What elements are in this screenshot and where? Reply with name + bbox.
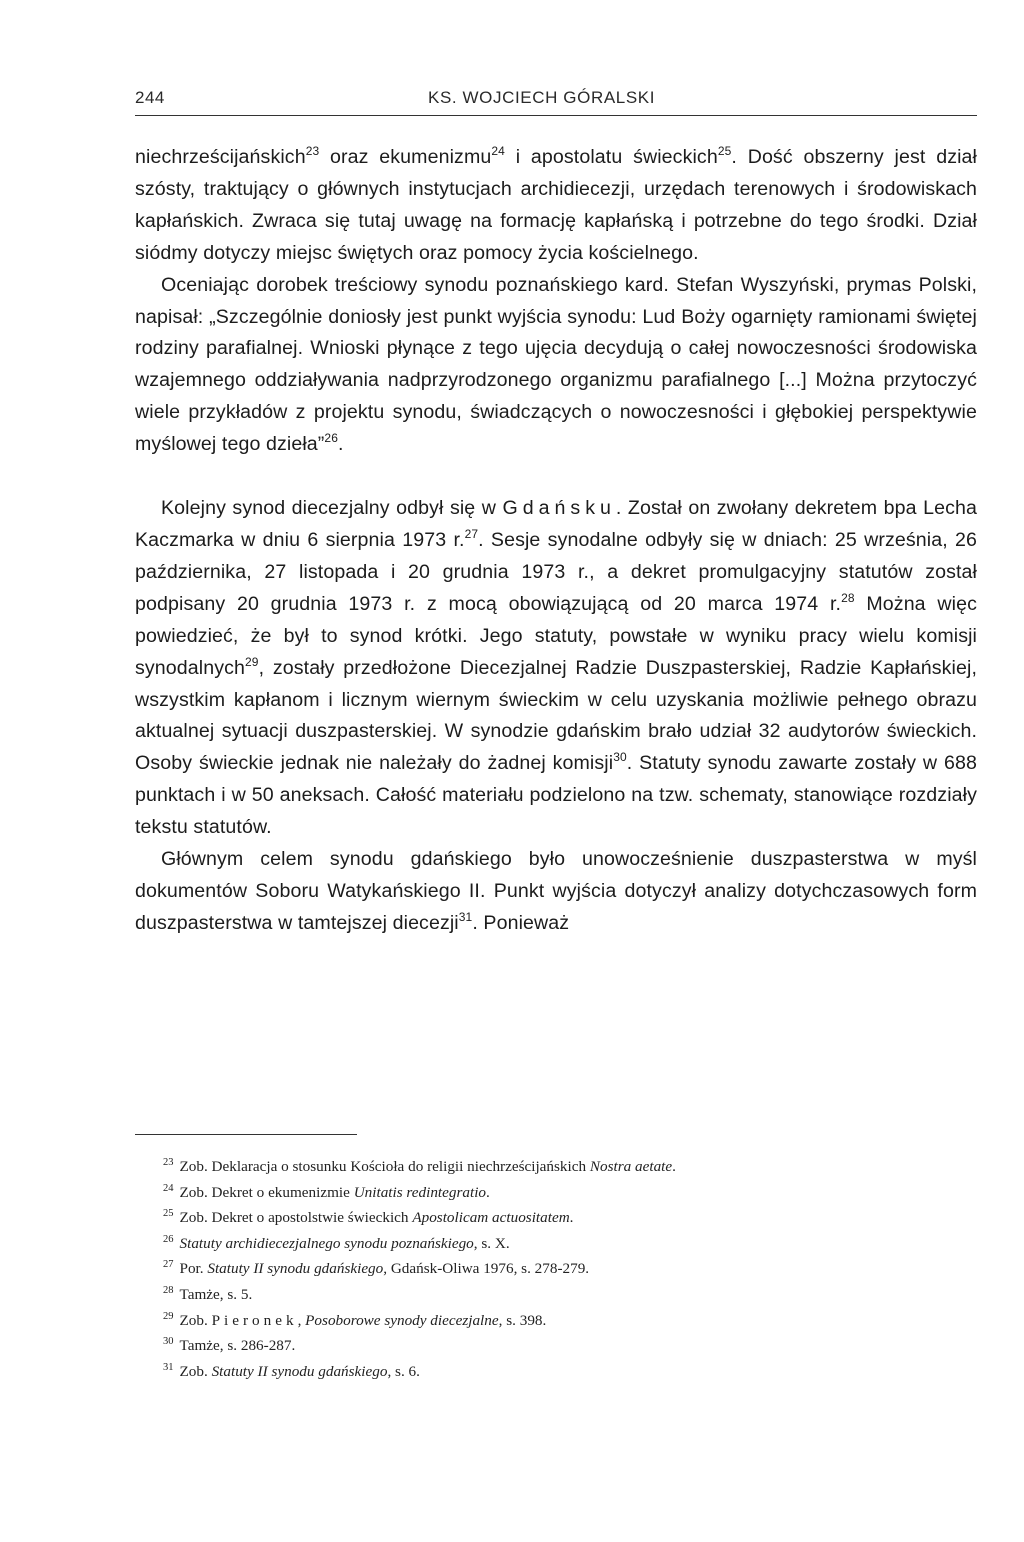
footnote-title: Unitatis redintegratio	[353, 1183, 487, 1201]
footnote-rule	[135, 1134, 357, 1135]
city-name-spaced: Gdańsku	[502, 497, 616, 520]
footnote-author: Pieronek	[211, 1311, 298, 1329]
footnote-ref-29[interactable]: 29	[245, 654, 259, 669]
footnote-text: Zob.	[179, 1311, 212, 1329]
footnote-text: Zob.	[179, 1362, 212, 1380]
text-run: Głównym celem synodu gdańskiego było unowocześnienie duszpasterstwa w myśl dokumentów Soboru Watykańskiego II. Punkt wyjścia dotyczył analizy dotychczasowych form duszpasterstwa w tamtejszej diecezji	[135, 848, 977, 934]
header-rule	[135, 115, 977, 116]
footnote-text: .	[569, 1209, 574, 1227]
footnote: 24 Zob. Dekret o ekumenizmie Unitatis redintegratio.	[163, 1182, 490, 1201]
footnote: 31 Zob. Statuty II synodu gdańskiego, s. 6.	[163, 1361, 420, 1380]
main-text	[135, 142, 977, 940]
paragraph-4	[135, 844, 977, 940]
footnote-ref-26[interactable]: 26	[324, 431, 338, 446]
running-header	[135, 88, 977, 112]
text-run: oraz ekumenizmu	[319, 146, 492, 168]
paragraph-3	[135, 493, 977, 844]
footnote: 26 Statuty archidiecezjalnego synodu poznańskiego, s. X.	[163, 1233, 510, 1252]
footnote-text: ,	[297, 1311, 306, 1329]
paragraph-1	[135, 142, 977, 270]
footnote-title: Statuty archidiecezjalnego synodu poznańskiego	[179, 1234, 474, 1252]
footnote-text: .	[486, 1183, 490, 1201]
footnote: 30 Tamże, s. 286-287.	[163, 1336, 296, 1355]
footnote-text: Zob. Dekret o ekumenizmie	[179, 1183, 354, 1201]
text-run: . Statuty synodu zawarte zostały w 688 punktach i w 50 aneksach. Całość materiału podzielono na tzw. schematy, stanowiące rozdziały tekstu statutów.	[135, 752, 977, 839]
footnote-text: .	[672, 1158, 676, 1175]
footnote-text: , s. 398.	[498, 1311, 547, 1329]
footnote-text: , s. 6.	[387, 1362, 420, 1380]
footnote: 23 Zob. Deklaracja o stosunku Kościoła do religii niechrześcijańskich Nostra aetate.	[163, 1157, 676, 1175]
text-run: , zostały przedłożone Diecezjalnej Radzie Duszpasterskiej, Radzie Kapłańskiej, wszystkim kapłanom i licznym wiernym świeckim w celu uzyskania możliwie pełnego obrazu aktualnej sytuacji duszpasterskiej. W synodzie gdańskim brało udział 32 audytorów świeckich. Osoby świeckie jednak nie należały do żadnej komisji	[135, 656, 977, 775]
text-run: . Ponieważ	[472, 911, 570, 934]
footnote-ref-28[interactable]: 28	[841, 590, 855, 605]
footnote-text: Zob. Dekret o apostolstwie świeckich	[179, 1209, 413, 1227]
running-title: KS. WOJCIECH GÓRALSKI	[428, 88, 656, 107]
paragraph-2	[135, 270, 977, 461]
text-run: .	[337, 433, 344, 456]
footnote-title: Statuty II synodu gdańskiego	[211, 1362, 388, 1380]
footnote-ref-30[interactable]: 30	[613, 750, 627, 765]
footnote-ref-27[interactable]: 27	[464, 526, 479, 541]
text-run: Można więc powiedzieć, że był to synod krótki. Jego statuty, powstałe w wyniku pracy wielu komisji synodalnych	[135, 592, 977, 679]
text-run: i apostolatu świeckich	[504, 146, 718, 168]
footnote: 29 Zob. Pieronek, Posoborowe synody diecezjalne, s. 398.	[163, 1310, 547, 1329]
footnote: 27 Por. Statuty II synodu gdańskiego, Gdańsk-Oliwa 1976, s. 278-279.	[163, 1259, 590, 1278]
text-run: Oceniając dorobek treściowy synodu poznańskiego kard. Stefan Wyszyński, prymas Polski, napisał: „Szczególnie doniosły jest punkt wyjścia synodu: Lud Boży ogarnięty ramionami świętej rodziny parafialnej. Wnioski płynące z tego ujęcia decydują o całej nowoczesności środowiska wzajemnego oddziaływania nadprzyrodzonego organizmu parafialnego [...] Można przytoczyć wiele przykładów z projektu synodu, świadczących o nowoczesności i głębokiej perspektywie myślowej tego dzieła”	[135, 273, 977, 456]
footnote-ref-23[interactable]: 23	[305, 144, 320, 158]
footnote-title: Apostolicam actuositatem	[412, 1209, 570, 1227]
footnote-title: Posoborowe synody diecezjalne	[305, 1311, 499, 1329]
text-run: Kolejny synod diecezjalny odbył się w	[161, 497, 503, 520]
text-run: niechrześcijańskich	[135, 146, 306, 168]
page-number: 244	[135, 88, 165, 107]
footnotes	[163, 1154, 973, 1384]
text-run: . Dość obszerny jest dział szósty, traktujący o głównych instytucjach archidiecezji, urzędach terenowych i środowiskach kapłańskich. Zwraca się tutaj uwagę na formację kapłańską i potrzebne do tego środki. Dział siódmy dotyczy miejsc świętych oraz pomocy życia kościelnego.	[135, 146, 977, 264]
footnote-ref-25[interactable]: 25	[717, 144, 732, 158]
text-run: . Sesje synodalne odbyły się w dniach: 25 września, 26 października, 27 listopada i 20 grudnia 1973 r., a dekret promulgacyjny statutów został podpisany 20 grudnia 1973 r. z mocą obowiązującą od 20 marca 1974 r.	[135, 528, 977, 615]
footnote-text: Tamże, s. 286-287.	[179, 1337, 296, 1355]
text-run: . Został on zwołany dekretem bpa Lecha Kaczmarka w dniu 6 sierpnia 1973 r.	[135, 497, 977, 551]
footnote-text: Por.	[179, 1260, 208, 1278]
footnote-text: Tamże, s. 5.	[179, 1285, 253, 1303]
footnote-text: , s. X.	[473, 1234, 510, 1252]
footnote-ref-31[interactable]: 31	[458, 909, 473, 924]
footnote-title: Nostra aetate	[589, 1158, 673, 1175]
footnote-text: , Gdańsk-Oliwa 1976, s. 278-279.	[383, 1260, 590, 1278]
footnote: 25 Zob. Dekret o apostolstwie świeckich Apostolicam actuositatem.	[163, 1208, 574, 1227]
footnote-title: Statuty II synodu gdańskiego	[207, 1260, 384, 1278]
footnote-text: Zob. Deklaracja o stosunku Kościoła do religii niechrześcijańskich	[179, 1158, 590, 1175]
footnote: 28 Tamże, s. 5.	[163, 1284, 253, 1303]
footnote-ref-24[interactable]: 24	[491, 144, 505, 158]
